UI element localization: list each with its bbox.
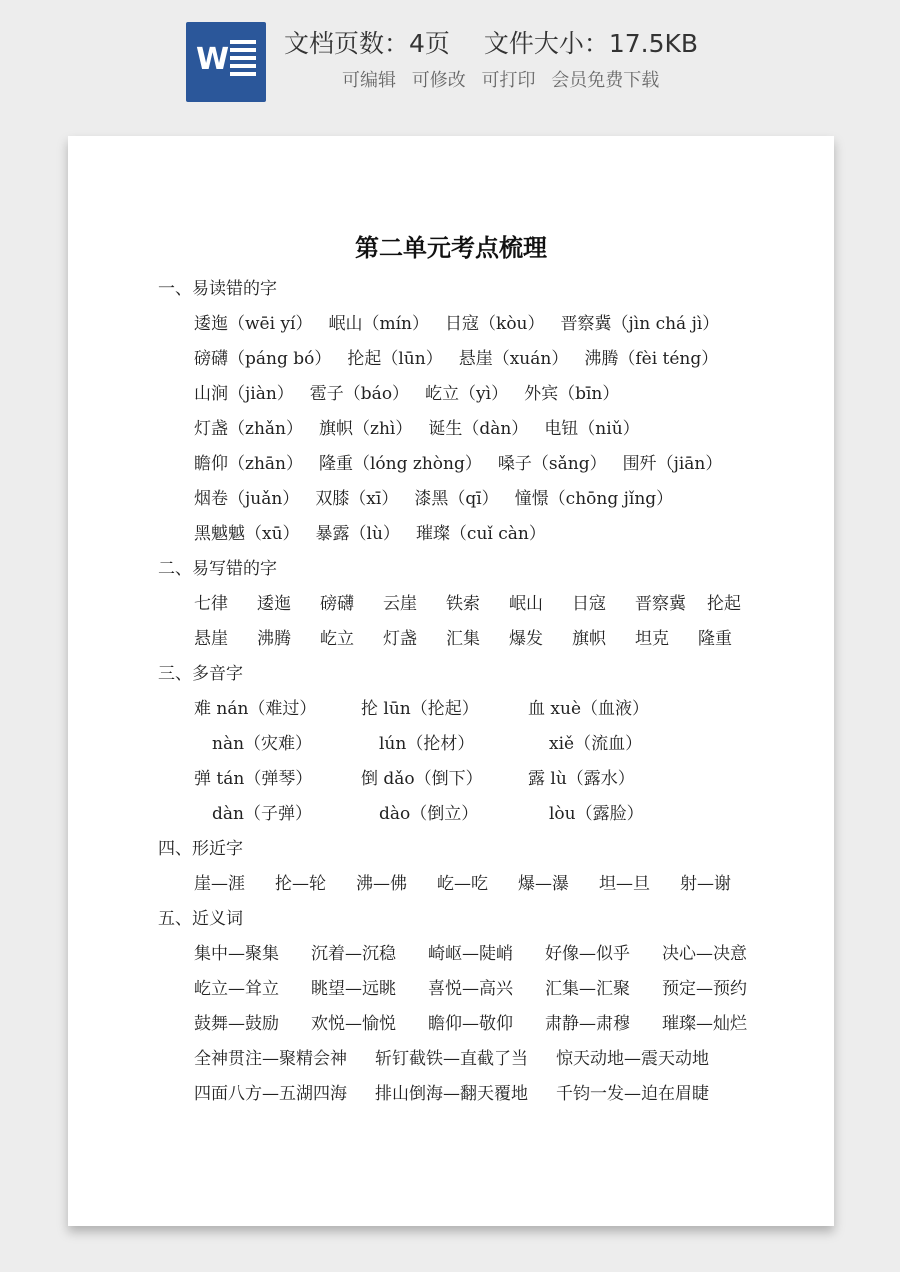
word-item: lòu（露脸）	[549, 804, 644, 824]
word-lines-icon	[230, 40, 256, 80]
word-item: 射—谢	[680, 874, 731, 894]
word-row	[158, 1007, 798, 1042]
word-item: 暴露（lù）	[315, 524, 400, 544]
word-row	[158, 587, 798, 622]
word-item: 逶迤	[257, 594, 291, 614]
word-item: 难 nán（难过）	[194, 699, 317, 719]
file-size: 文件大小：17.5KB	[483, 29, 699, 58]
section-heading: 一、易读错的字	[158, 279, 277, 299]
word-item: 崎岖—陡峭	[428, 944, 513, 964]
word-item: 山涧（jiàn）	[194, 384, 294, 404]
word-row	[158, 517, 798, 552]
word-row	[158, 482, 798, 517]
word-item: 鼓舞—鼓励	[194, 1014, 279, 1034]
word-doc-icon	[186, 22, 266, 102]
word-row	[158, 727, 798, 762]
word-item: 集中—聚集	[194, 944, 279, 964]
word-item: 诞生（dàn）	[428, 419, 529, 439]
word-item: 璀璨—灿烂	[662, 1014, 747, 1034]
word-item: 灯盏（zhǎn）	[194, 419, 303, 439]
word-item: xiě（流血）	[549, 734, 643, 754]
word-item: dào（倒立）	[379, 804, 479, 824]
word-item: 憧憬（chōng jǐng）	[514, 489, 674, 509]
word-row	[158, 937, 798, 972]
word-item: 汇集—汇聚	[545, 979, 630, 999]
word-item: 磅礴（páng bó）	[194, 349, 332, 369]
word-item: 岷山（mín）	[328, 314, 430, 334]
word-item: 隆重	[698, 629, 732, 649]
word-item: 晋察冀	[635, 594, 686, 614]
word-item: 晋察冀（jìn chá jì）	[560, 314, 720, 334]
word-item: 日寇（kòu）	[445, 314, 545, 334]
word-item: 屹立—耸立	[194, 979, 279, 999]
word-row	[158, 412, 798, 447]
word-item: 沸—佛	[356, 874, 407, 894]
word-item: 悬崖	[194, 629, 228, 649]
word-row	[158, 1077, 798, 1112]
word-item: 漆黑（qī）	[414, 489, 499, 509]
word-item: 弹 tán（弹琴）	[194, 769, 313, 789]
word-letter: W	[196, 42, 230, 77]
word-item: 汇集	[446, 629, 480, 649]
word-item: lún（抡材）	[379, 734, 475, 754]
word-item: 排山倒海—翻天覆地	[375, 1084, 528, 1104]
word-item: 嗓子（sǎng）	[497, 454, 607, 474]
word-item: 逶迤（wēi yí）	[194, 314, 313, 334]
word-row	[158, 307, 798, 342]
word-item: 抡起（lūn）	[347, 349, 443, 369]
word-item: 璀璨（cuǐ càn）	[415, 524, 546, 544]
word-item: 抡 lūn（抡起）	[361, 699, 479, 719]
feature-list	[342, 66, 659, 92]
word-item: 铁索	[446, 594, 480, 614]
word-item: 爆发	[509, 629, 543, 649]
download-header	[0, 0, 900, 120]
word-item: 四面八方—五湖四海	[194, 1084, 347, 1104]
word-item: 屹立	[320, 629, 354, 649]
word-item: 外宾（bīn）	[524, 384, 620, 404]
word-item: 旗帜	[572, 629, 606, 649]
word-item: 云崖	[383, 594, 417, 614]
word-item: 烟卷（juǎn）	[194, 489, 300, 509]
word-item: 坦—旦	[599, 874, 650, 894]
word-item: 爆—瀑	[518, 874, 569, 894]
word-item: 围歼（jiān）	[622, 454, 723, 474]
word-row	[158, 342, 798, 377]
word-row	[158, 622, 798, 657]
feature-editable: 可编辑	[342, 70, 396, 91]
word-item: 黑魆魆（xū）	[194, 524, 300, 544]
word-item: 崖—涯	[194, 874, 245, 894]
word-item: 斩钉截铁—直截了当	[375, 1049, 528, 1069]
doc-content	[158, 272, 798, 1112]
feature-printable: 可打印	[481, 70, 536, 91]
word-item: dàn（子弹）	[212, 804, 312, 824]
word-item: 灯盏	[383, 629, 417, 649]
feature-modifiable: 可修改	[411, 70, 466, 91]
word-item: 肃静—肃穆	[545, 1014, 630, 1034]
word-row	[158, 447, 798, 482]
word-item: nàn（灾难）	[212, 734, 313, 754]
word-item: 血 xuè（血液）	[528, 699, 650, 719]
word-item: 瞻仰—敬仰	[428, 1014, 513, 1034]
word-item: 隆重（lóng zhòng）	[319, 454, 482, 474]
section-heading: 三、多音字	[158, 664, 243, 684]
doc-title: 第二单元考点梳理	[355, 233, 547, 262]
word-item: 电钮（niǔ）	[544, 419, 640, 439]
word-row	[158, 692, 798, 727]
word-item: 磅礴	[320, 594, 354, 614]
word-item: 屹—吃	[437, 874, 488, 894]
word-item: 千钧一发—迫在眉睫	[556, 1084, 709, 1104]
word-item: 惊天动地—震天动地	[556, 1049, 709, 1069]
word-item: 倒 dǎo（倒下）	[361, 769, 483, 789]
word-item: 双膝（xī）	[315, 489, 399, 509]
doc-meta	[284, 24, 698, 60]
word-item: 坦克	[635, 629, 669, 649]
word-item: 瞻仰（zhān）	[194, 454, 303, 474]
word-item: 旗帜（zhì）	[319, 419, 413, 439]
word-item: 欢悦—愉悦	[311, 1014, 396, 1034]
word-item: 沸腾（fèi téng）	[584, 349, 719, 369]
page-count: 文档页数：4页	[284, 29, 450, 58]
section-heading: 五、近义词	[158, 909, 243, 929]
word-item: 日寇	[572, 594, 606, 614]
word-item: 雹子（báo）	[309, 384, 410, 404]
word-row	[158, 377, 798, 412]
word-item: 预定—预约	[662, 979, 747, 999]
word-row	[158, 797, 798, 832]
word-item: 抡起	[707, 594, 741, 614]
word-item: 露 lù（露水）	[528, 769, 635, 789]
word-row	[158, 972, 798, 1007]
section-heading: 二、易写错的字	[158, 559, 277, 579]
word-item: 全神贯注—聚精会神	[194, 1049, 347, 1069]
word-item: 沸腾	[257, 629, 291, 649]
word-item: 沉着—沉稳	[311, 944, 396, 964]
word-row	[158, 762, 798, 797]
word-item: 七律	[194, 594, 228, 614]
word-item: 岷山	[509, 594, 543, 614]
word-item: 眺望—远眺	[311, 979, 396, 999]
word-item: 喜悦—高兴	[428, 979, 513, 999]
feature-free-download: 会员免费下载	[551, 70, 660, 91]
section-heading: 四、形近字	[158, 839, 243, 859]
word-item: 抡—轮	[275, 874, 326, 894]
word-item: 好像—似乎	[545, 944, 630, 964]
word-row	[158, 1042, 798, 1077]
word-item: 悬崖（xuán）	[458, 349, 569, 369]
word-item: 决心—决意	[662, 944, 747, 964]
word-item: 屹立（yì）	[425, 384, 509, 404]
document-page	[68, 136, 834, 1226]
word-row	[158, 867, 798, 902]
